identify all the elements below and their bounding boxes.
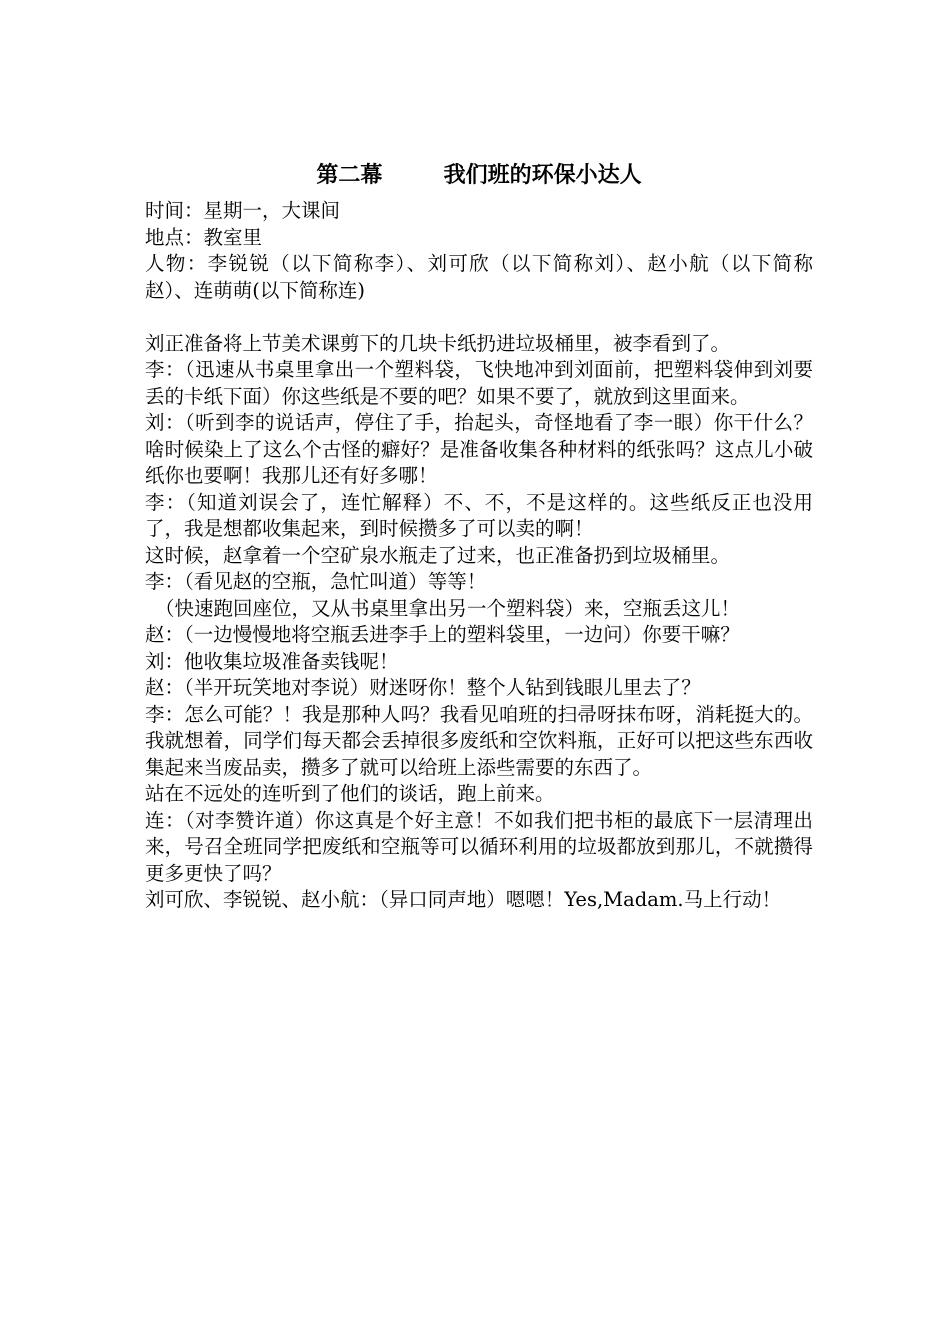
scene-characters: 人物：李锐锐（以下简称李）、刘可欣（以下简称刘）、赵小航（以下简称赵）、连萌萌(以下简称连) — [145, 252, 813, 302]
script-paragraph: 赵：（半开玩笑地对李说）财迷呀你！整个人钻到钱眼儿里去了？ — [145, 676, 701, 699]
blank-line — [145, 304, 813, 331]
script-paragraph: 李：（看见赵的空瓶，急忙叫道）等等！ — [145, 570, 487, 593]
script-paragraph: 这时候，赵拿着一个空矿泉水瓶走了过来，也正准备扔到垃圾桶里。 — [145, 543, 731, 567]
document-body — [145, 158, 813, 914]
script-paragraph: 李：（知道刘误会了，连忙解释）不、不，不是这样的。这些纸反正也没用了，我是想都收集起来，到时候攒多了可以卖的啊！ — [145, 490, 813, 540]
scene-time: 时间：星期一，大课间 — [145, 199, 341, 222]
scene-place: 地点：教室里 — [145, 225, 263, 249]
script-paragraph: 刘：（听到李的说话声，停住了手，抬起头，奇怪地看了李一眼）你干什么？啥时候染上了这么个古怪的癖好？是准备收集各种材料的纸张吗？这点儿小破纸你也要啊！我那儿还有好多哪！ — [145, 411, 813, 487]
script-paragraph: 站在不远处的连听到了他们的谈话，跑上前来。 — [145, 782, 555, 805]
script-paragraph: 刘：他收集垃圾准备卖钱呢！ — [145, 649, 399, 673]
script-paragraph: 连：（对李赞许道）你这真是个好主意！不如我们把书柜的最底下一层清理出来，号召全班同学把废纸和空瓶等可以循环利用的垃圾都放到那儿，不就攒得更多更快了吗？ — [145, 808, 813, 885]
script-paragraph: 刘正准备将上节美术课剪下的几块卡纸扔进垃圾桶里，被李看到了。 — [145, 331, 731, 355]
script-paragraph: （快速跑回座位，又从书桌里拿出另一个塑料袋）来，空瓶丢这儿！ — [155, 596, 741, 620]
script-paragraph: 赵：（一边慢慢地将空瓶丢进李手上的塑料袋里，一边问）你要干嘛？ — [145, 623, 740, 646]
page-title: 第二幕 我们班的环保小达人 — [316, 163, 642, 188]
script-paragraph: 刘可欣、李锐锐、赵小航：（异口同声地）嗯嗯！Yes,Madam.马上行动！ — [145, 888, 782, 911]
script-paragraph: 李：（迅速从书桌里拿出一个塑料袋，飞快地冲到刘面前，把塑料袋伸到刘要丢的卡纸下面）你这些纸是不要的吧？如果不要了，就放到这里面来。 — [145, 358, 813, 408]
script-paragraph: 李：怎么可能？！我是那种人吗？我看见咱班的扫帚呀抹布呀，消耗挺大的。我就想着，同学们每天都会丢掉很多废纸和空饮料瓶，正好可以把这些东西收集起来当废品卖，攒多了就可以给班上添些需要的东西了。 — [145, 702, 813, 779]
